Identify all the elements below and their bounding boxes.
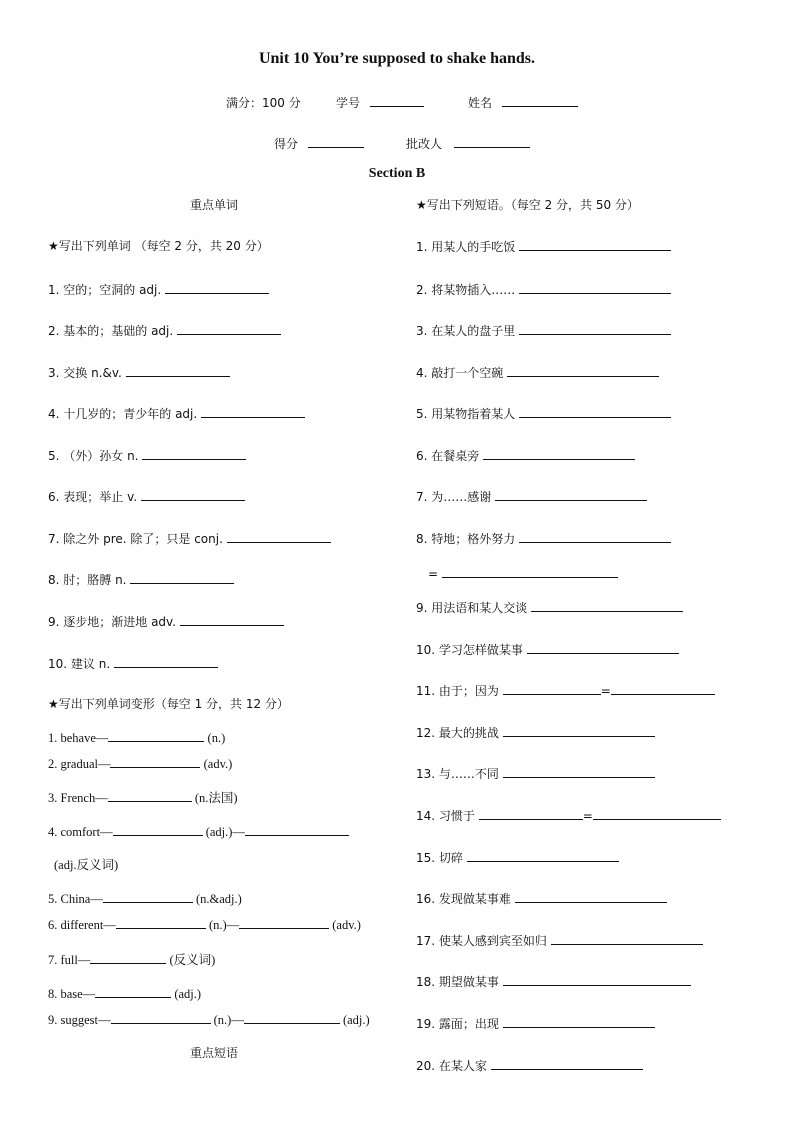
- answer-blank[interactable]: [227, 530, 331, 543]
- answer-blank[interactable]: [142, 447, 246, 460]
- answer-blank[interactable]: [519, 530, 671, 543]
- phrase-item-20: 20. 在某人家: [416, 1057, 643, 1074]
- name-label: 姓名: [468, 96, 493, 110]
- answer-blank[interactable]: [531, 599, 683, 612]
- phrase-item-12: 12. 最大的挑战: [416, 724, 655, 741]
- task2-instruction: ★写出下列单词变形（每空 1 分，共 12 分）: [48, 697, 289, 711]
- phrase-item-7: 7. 为……感谢: [416, 488, 647, 505]
- form-item-1: 1. behave— (n.): [48, 731, 226, 745]
- answer-blank[interactable]: [495, 488, 647, 501]
- form-item-3: 3. French— (n.法国): [48, 791, 238, 805]
- answer-blank[interactable]: [111, 1011, 211, 1024]
- answer-blank[interactable]: [467, 849, 619, 862]
- word-item-9: 9. 逐步地；渐进地 adv.: [48, 613, 284, 630]
- answer-blank[interactable]: [177, 322, 281, 335]
- phrase-item-8-alt: =: [428, 565, 618, 582]
- phrase-item-5: 5. 用某物指着某人: [416, 405, 671, 422]
- phrase-item-9: 9. 用法语和某人交谈: [416, 599, 683, 616]
- form-item-4-note: (adj.反义词): [54, 858, 119, 872]
- form-item-7: 7. full— (反义词): [48, 953, 216, 967]
- phrase-item-19: 19. 露面；出现: [416, 1015, 655, 1032]
- phrase-item-10: 10. 学习怎样做某事: [416, 641, 679, 658]
- answer-blank[interactable]: [95, 985, 171, 998]
- phrase-item-2: 2. 将某物插入……: [416, 281, 671, 298]
- grader-field[interactable]: [454, 135, 530, 148]
- answer-blank[interactable]: [479, 807, 583, 820]
- word-item-10: 10. 建议 n.: [48, 655, 218, 672]
- form-item-8: 8. base— (adj.): [48, 987, 202, 1001]
- answer-blank[interactable]: [110, 755, 200, 768]
- answer-blank[interactable]: [483, 447, 635, 460]
- answer-blank[interactable]: [503, 765, 655, 778]
- grader-label: 批改人: [406, 137, 443, 151]
- word-item-1: 1. 空的；空洞的 adj.: [48, 281, 269, 298]
- answer-blank[interactable]: [503, 973, 691, 986]
- task3-instruction: ★写出下列短语。（每空 2 分，共 50 分）: [416, 198, 639, 212]
- form-item-4: 4. comfort— (adj.)—: [48, 823, 349, 840]
- word-item-3: 3. 交换 n.&v.: [48, 364, 230, 381]
- answer-blank[interactable]: [442, 565, 618, 578]
- form-item-6: 6. different— (n.)— (adv.): [48, 918, 361, 932]
- answer-blank[interactable]: [201, 405, 305, 418]
- phrase-item-15: 15. 切碎: [416, 849, 619, 866]
- phrase-item-3: 3. 在某人的盘子里: [416, 322, 671, 339]
- answer-blank[interactable]: [527, 641, 679, 654]
- phrase-item-1: 1. 用某人的手吃饭: [416, 238, 671, 255]
- phrase-item-6: 6. 在餐桌旁: [416, 447, 635, 464]
- phrase-item-8: 8. 特地；格外努力: [416, 530, 671, 547]
- form-item-9: 9. suggest— (n.)— (adj.): [48, 1013, 370, 1027]
- student-no-label: 学号: [336, 96, 361, 110]
- word-item-5: 5. （外）孙女 n.: [48, 447, 246, 464]
- answer-blank[interactable]: [165, 281, 269, 294]
- answer-blank[interactable]: [103, 890, 193, 903]
- answer-blank[interactable]: [108, 729, 204, 742]
- student-no-field[interactable]: [370, 94, 424, 107]
- page-title: Unit 10 You’re supposed to shake hands.: [258, 50, 536, 67]
- answer-blank[interactable]: [611, 682, 715, 695]
- phrase-item-17: 17. 使某人感到宾至如归: [416, 932, 703, 949]
- phrase-item-16: 16. 发现做某事难: [416, 890, 667, 907]
- score-field[interactable]: [308, 135, 364, 148]
- answer-blank[interactable]: [126, 364, 230, 377]
- word-item-2: 2. 基本的；基础的 adj.: [48, 322, 281, 339]
- answer-blank[interactable]: [491, 1057, 643, 1070]
- answer-blank[interactable]: [519, 322, 671, 335]
- answer-blank[interactable]: [503, 1015, 655, 1028]
- form-item-2: 2. gradual— (adv.): [48, 757, 233, 771]
- full-marks: 满分：100 分: [226, 96, 301, 110]
- word-item-4: 4. 十几岁的；青少年的 adj.: [48, 405, 305, 422]
- answer-blank[interactable]: [244, 1011, 340, 1024]
- answer-blank[interactable]: [113, 823, 203, 836]
- answer-blank[interactable]: [503, 724, 655, 737]
- answer-blank[interactable]: [239, 916, 329, 929]
- answer-blank[interactable]: [503, 682, 601, 695]
- answer-blank[interactable]: [114, 655, 218, 668]
- answer-blank[interactable]: [593, 807, 721, 820]
- answer-blank[interactable]: [519, 238, 671, 251]
- answer-blank[interactable]: [519, 281, 671, 294]
- answer-blank[interactable]: [116, 916, 206, 929]
- score-label: 得分: [274, 137, 299, 151]
- answer-blank[interactable]: [90, 951, 166, 964]
- answer-blank[interactable]: [141, 488, 245, 501]
- word-item-8: 8. 肘；胳膊 n.: [48, 571, 234, 588]
- phrase-item-18: 18. 期望做某事: [416, 973, 691, 990]
- answer-blank[interactable]: [515, 890, 667, 903]
- phrase-item-11: 11. 由于；因为 =: [416, 682, 715, 699]
- answer-blank[interactable]: [108, 789, 192, 802]
- answer-blank[interactable]: [519, 405, 671, 418]
- answer-blank[interactable]: [180, 613, 284, 626]
- form-item-5: 5. China— (n.&adj.): [48, 892, 242, 906]
- word-item-6: 6. 表现；举止 v.: [48, 488, 245, 505]
- phrases-heading: 重点短语: [190, 1046, 239, 1060]
- task1-instruction: ★写出下列单词 （每空 2 分，共 20 分）: [48, 239, 269, 253]
- phrase-item-13: 13. 与……不同: [416, 765, 655, 782]
- section-title: Section B: [368, 166, 426, 181]
- answer-blank[interactable]: [551, 932, 703, 945]
- answer-blank[interactable]: [130, 571, 234, 584]
- phrase-item-14: 14. 习惯于 =: [416, 807, 721, 824]
- phrase-item-4: 4. 敲打一个空碗: [416, 364, 659, 381]
- words-heading: 重点单词: [190, 198, 239, 212]
- name-field[interactable]: [502, 94, 578, 107]
- answer-blank[interactable]: [507, 364, 659, 377]
- answer-blank[interactable]: [245, 823, 349, 836]
- word-item-7: 7. 除之外 pre. 除了；只是 conj.: [48, 530, 331, 547]
